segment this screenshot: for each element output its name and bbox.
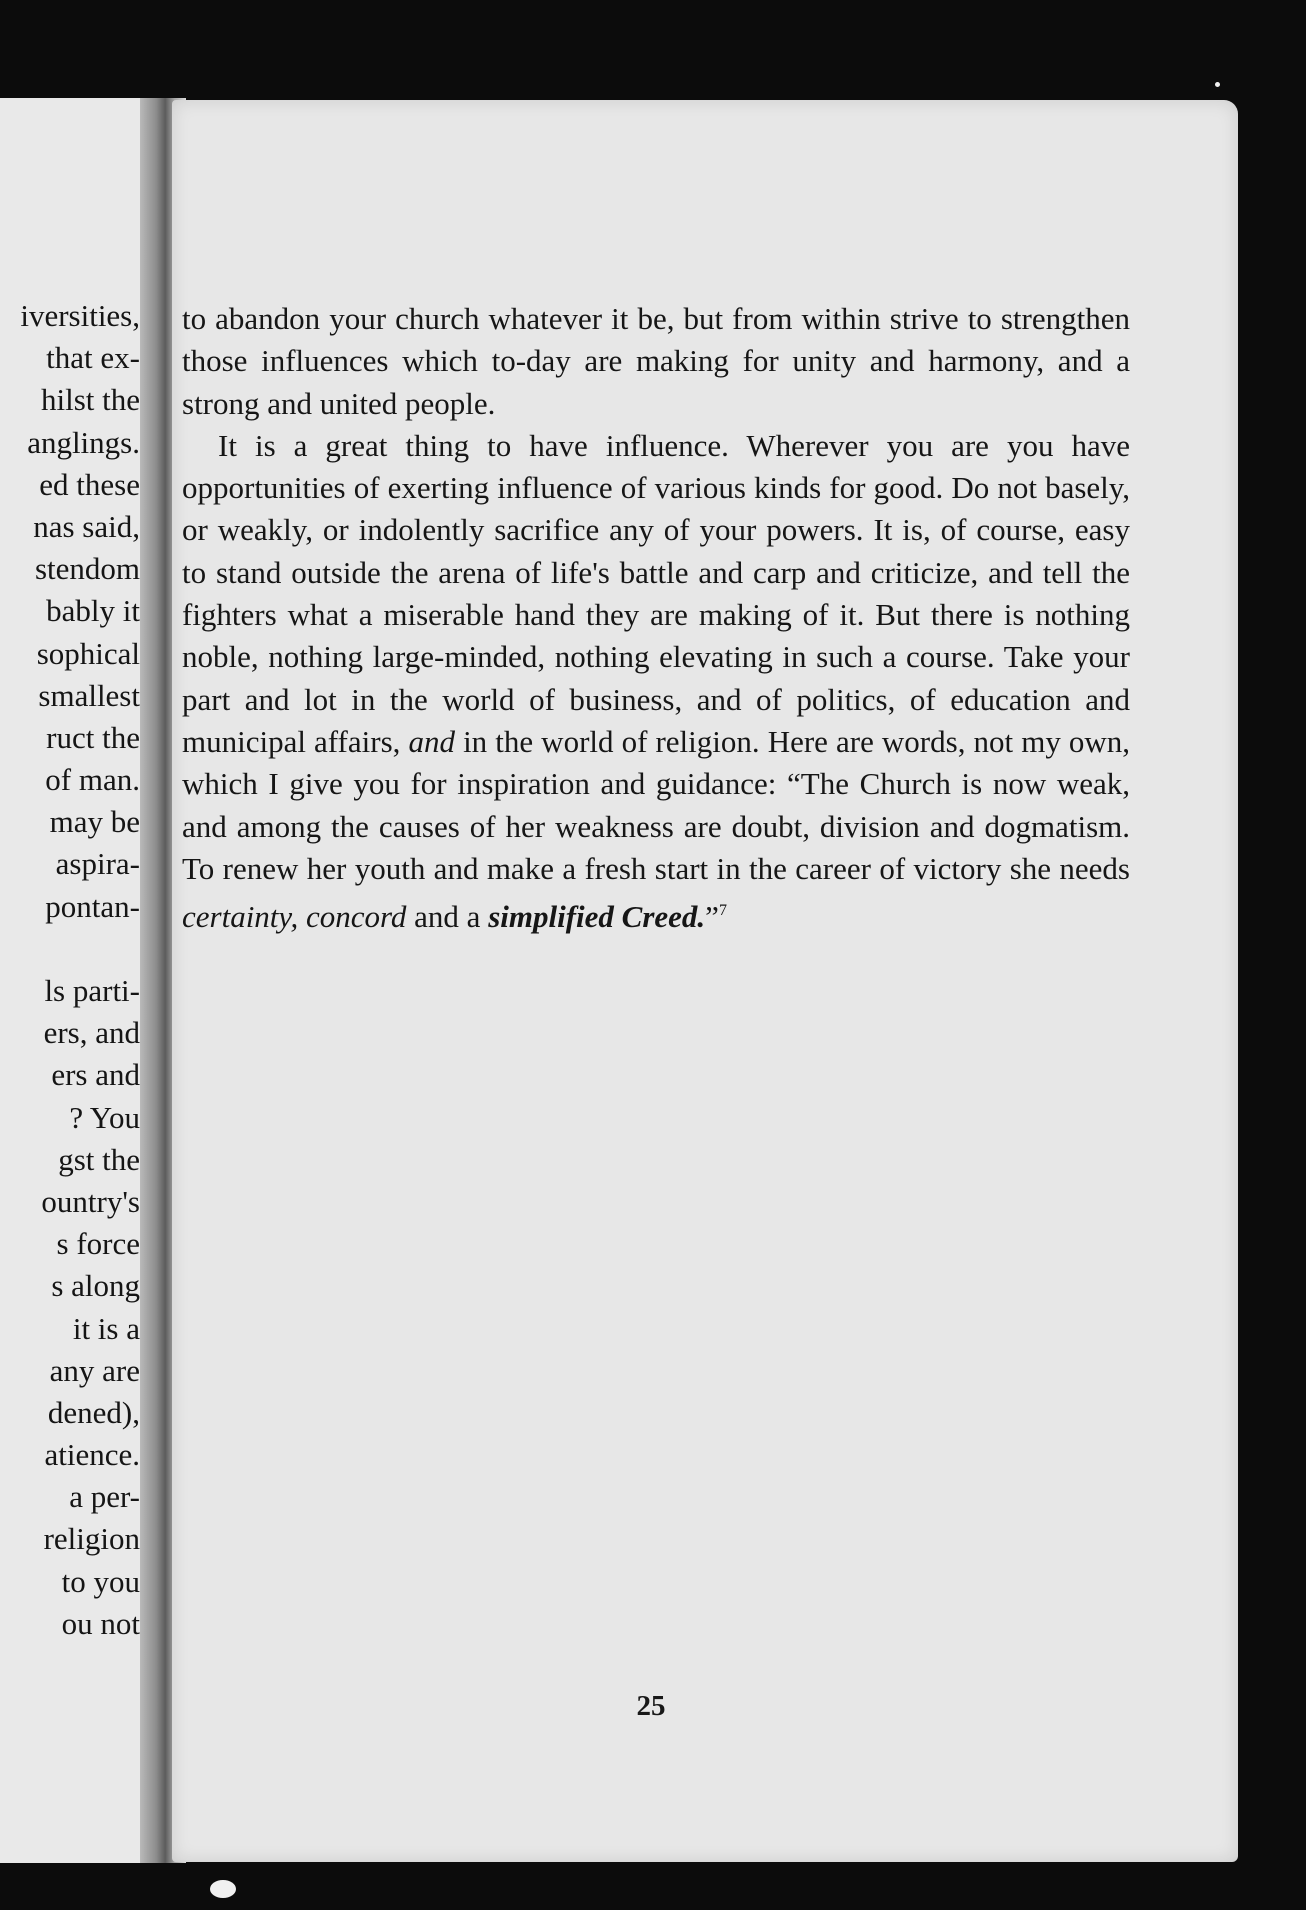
left-page-line: to you [61, 1563, 140, 1599]
left-page-line: s along [51, 1268, 140, 1304]
left-page-line: may be [49, 804, 140, 840]
left-page-line: ed these [39, 466, 140, 502]
scan-dust-speck [1215, 82, 1220, 87]
left-page-line: ou not [61, 1605, 140, 1641]
italic-and: and [408, 723, 455, 759]
italic-simplified-creed: simplified Creed. [488, 899, 706, 935]
left-page-line: pontan- [45, 888, 140, 924]
left-page-line: smallest [38, 677, 140, 713]
italic-certainty-concord: certainty, concord [182, 899, 407, 935]
left-page-line [0, 928, 140, 970]
left-page-line: anglings. [27, 424, 140, 460]
left-page-line: iversities, [20, 298, 140, 333]
left-page-line: aspira- [55, 846, 140, 882]
left-page-line: nas said, [33, 508, 140, 544]
closing-quote: ” [705, 899, 719, 935]
left-page-line: ountry's [41, 1183, 140, 1219]
paragraph-2-text-b: in the world of religion. Here are words, not my own, which I give you for inspiration and guidance: “The Church is now weak, and among the causes of her weakness are doubt, division and dogmatism. To renew her youth and make a fresh start in the career of victory she needs [182, 723, 1131, 886]
page-number: 25 [636, 1690, 666, 1722]
body-text [182, 298, 1130, 938]
main-page [172, 100, 1238, 1862]
left-page-line: ruct the [46, 719, 140, 755]
left-page-line: stendom [34, 551, 140, 587]
paragraph-2-and-a: and a [414, 899, 481, 935]
left-page-line: gst the [58, 1141, 140, 1177]
left-facing-page [0, 98, 160, 1863]
left-page-line: it is a [72, 1310, 140, 1346]
left-page-line: ers, and [43, 1015, 140, 1051]
left-page-line: dened), [47, 1394, 140, 1430]
paragraph-2 [182, 425, 1130, 939]
left-page-line: s force [56, 1226, 140, 1262]
paragraph-1-text: to abandon your church whatever it be, but from within strive to strengthen those influences which to-day are making for unity and harmony, and a strong and united people. [182, 301, 1130, 421]
paragraph-1 [182, 298, 1130, 425]
paragraph-2-text-a: It is a great thing to have influence. Wherever you are you have opportunities of exerting influence of various kinds for good. Do not basely, or weakly, or indolently sacrifice any of your powers. It is, of course, easy to stand outside the arena of life's battle and carp and criticize, and tell the fighters what a miserable hand they are making of it. But there is nothing noble, nothing large-minded, nothing elevating in such a course. Take your part and lot in the world of business, and of politics, of education and municipal affairs, [182, 427, 1130, 759]
left-page-line: sophical [36, 635, 140, 671]
left-page-line: hilst the [40, 382, 140, 418]
left-page-text-fragments [0, 295, 140, 1645]
footnote-marker: 7 [718, 902, 727, 920]
left-page-line: ls parti- [44, 973, 140, 1008]
scan-dust-speck [210, 1880, 236, 1898]
left-page-line: ers and [51, 1057, 140, 1093]
left-page-line: that ex- [46, 340, 140, 376]
left-page-line: of man. [45, 762, 140, 798]
left-page-line: a per- [69, 1479, 140, 1515]
left-page-line: ? You [69, 1099, 140, 1135]
left-page-line: atience. [44, 1437, 140, 1473]
left-page-line: any are [49, 1352, 140, 1388]
left-page-line: bably it [46, 593, 140, 629]
left-page-line: religion [43, 1521, 140, 1557]
